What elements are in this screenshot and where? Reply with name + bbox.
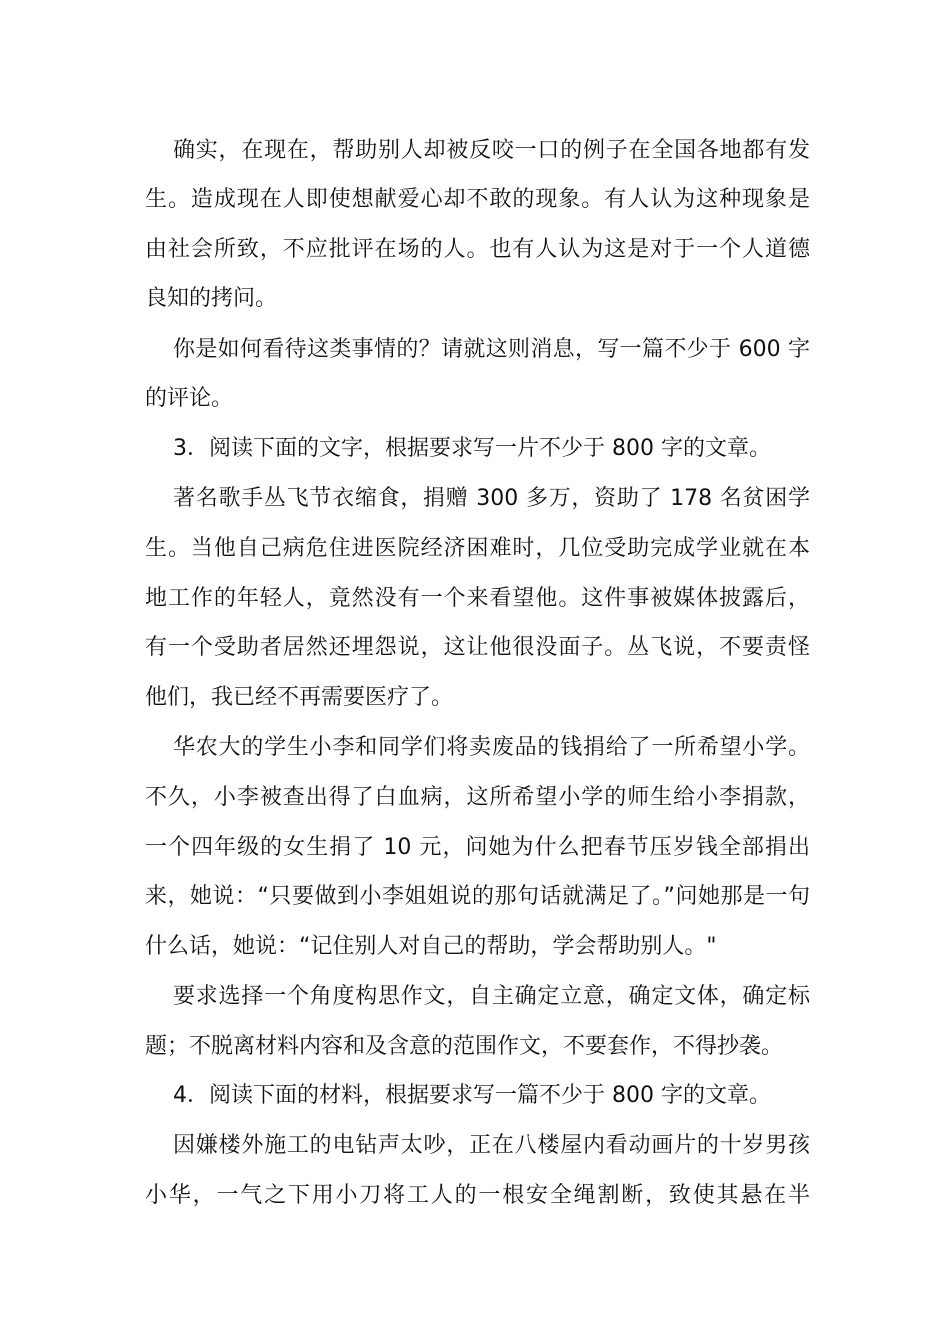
- text-line-14: 不久，小李被查出得了白血病，这所希望小学的师生给小李捐款，: [145, 785, 810, 810]
- text-line-2: 生。造成现在人即使想献爱心却不敢的现象。有人认为这种现象是: [145, 187, 810, 212]
- text-line-18: 要求选择一个角度构思作文，自主确定立意，确定文体，确定标: [173, 984, 810, 1009]
- text-line-6: 的评论。: [145, 386, 234, 411]
- text-line-1: 确实，在现在，帮助别人却被反咬一口的例子在全国各地都有发: [173, 138, 810, 163]
- text-line-3: 由社会所致，不应批评在场的人。也有人认为这是对于一个人道德: [145, 237, 810, 262]
- question-3-heading: 3．阅读下面的文字，根据要求写一片不少于 800 字的文章。: [173, 436, 771, 461]
- text-line-5: 你是如何看待这类事情的？请就这则消息，写一篇不少于 600 字: [173, 337, 810, 362]
- text-line-19: 题；不脱离材料内容和及含意的范围作文，不要套作，不得抄袭。: [145, 1034, 784, 1059]
- text-line-11: 有一个受助者居然还埋怨说，这让他很没面子。丛飞说，不要责怪: [145, 635, 810, 660]
- text-line-22: 小华，一气之下用小刀将工人的一根安全绳割断，致使其悬在半: [145, 1183, 810, 1208]
- text-line-9: 生。当他自己病危住进医院经济困难时，几位受助完成学业就在本: [145, 536, 810, 561]
- text-line-15: 一个四年级的女生捐了 10 元，问她为什么把春节压岁钱全部捐出: [145, 835, 810, 860]
- text-line-21: 因嫌楼外施工的电钻声太吵，正在八楼屋内看动画片的十岁男孩: [173, 1133, 810, 1158]
- text-line-16: 来，她说：“只要做到小李姐姐说的那句话就满足了。”问她那是一句: [145, 884, 810, 909]
- text-line-4: 良知的拷问。: [145, 286, 278, 311]
- text-line-13: 华农大的学生小李和同学们将卖废品的钱捐给了一所希望小学。: [173, 735, 810, 760]
- text-line-17: 什么话，她说：“记住别人对自己的帮助，学会帮助别人。": [145, 934, 717, 959]
- question-4-heading: 4．阅读下面的材料，根据要求写一篇不少于 800 字的文章。: [173, 1083, 771, 1108]
- text-line-8: 著名歌手丛飞节衣缩食，捐赠 300 多万，资助了 178 名贫困学: [173, 486, 810, 511]
- text-line-10: 地工作的年轻人，竟然没有一个来看望他。这件事被媒体披露后，: [145, 586, 810, 611]
- text-line-12: 他们，我已经不再需要医疗了。: [145, 685, 454, 710]
